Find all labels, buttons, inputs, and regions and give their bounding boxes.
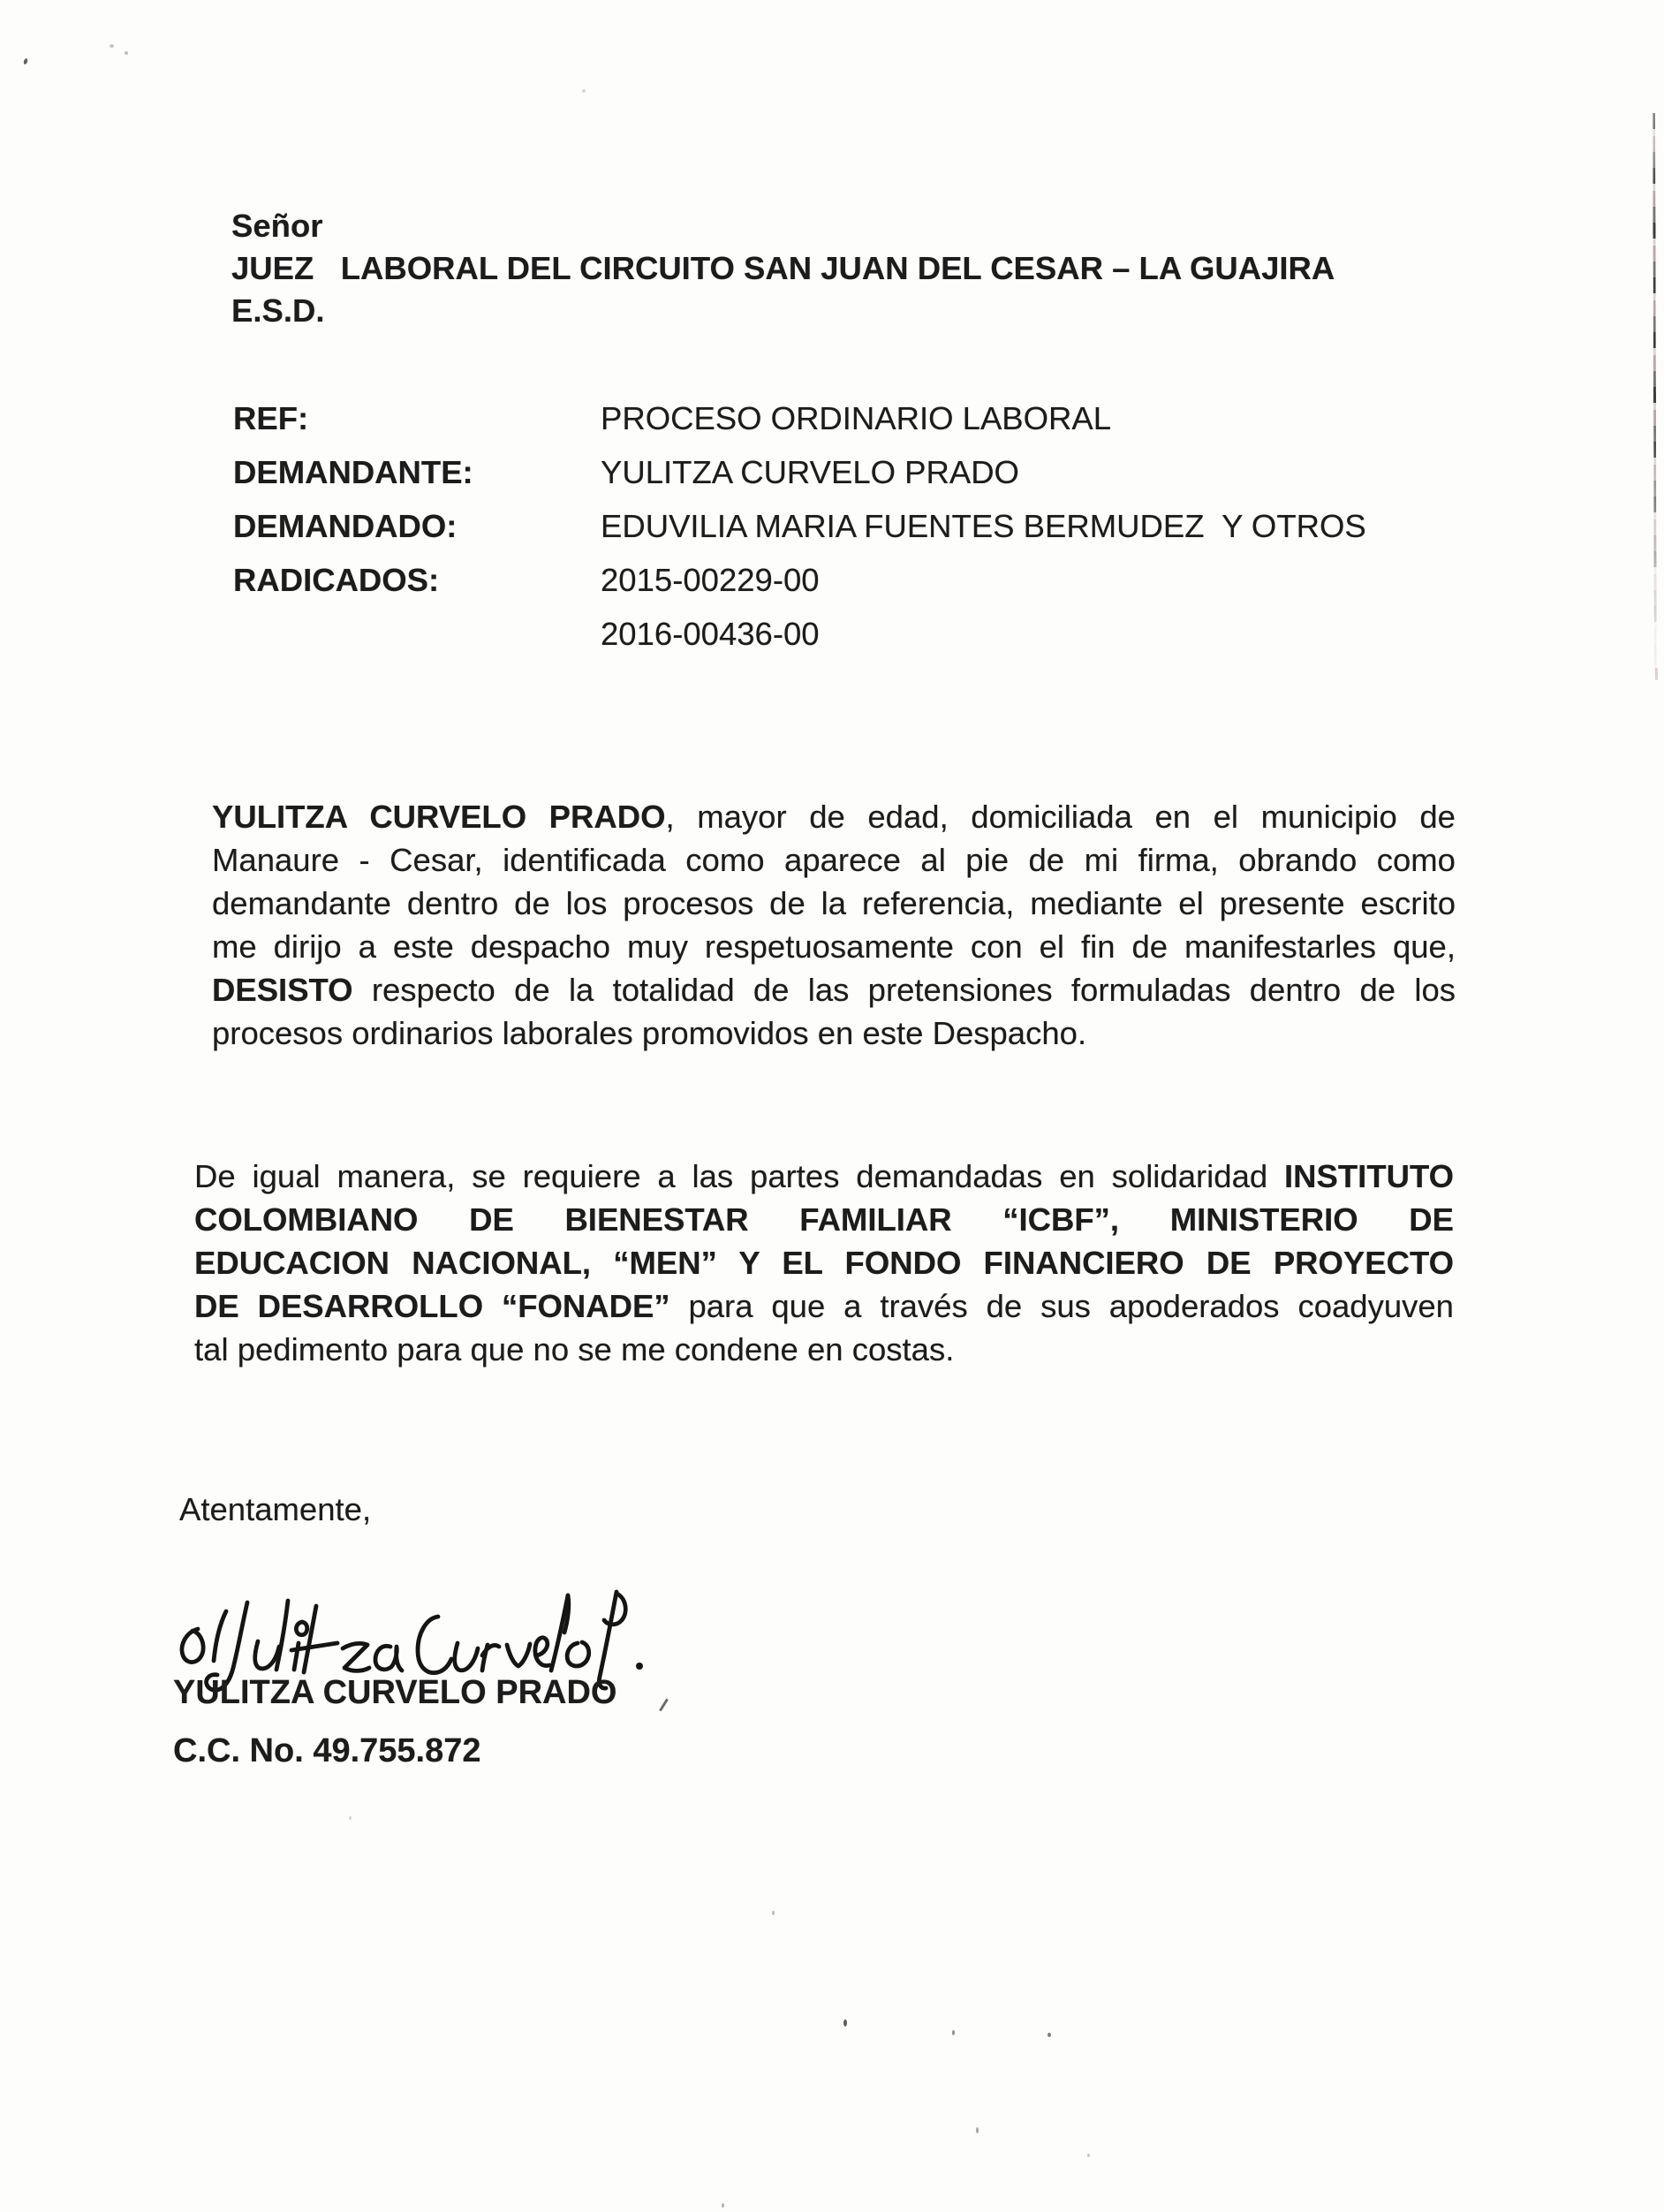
paragraph-line <box>194 1328 1454 1371</box>
reference-value: EDUVILIA MARIA FUENTES BERMUDEZ Y OTROS <box>601 508 1366 544</box>
paragraph-line <box>212 882 1456 925</box>
header-line: Señor <box>231 208 323 244</box>
header-line: E.S.D. <box>231 292 325 329</box>
reference-value: 2016-00436-00 <box>601 616 820 652</box>
reference-label: DEMANDANTE: <box>233 454 473 490</box>
scan-speck <box>582 89 586 93</box>
text-segment: para que a través de sus apoderados coadyuven <box>669 1288 1454 1324</box>
scan-artifact-line-tail <box>1655 668 1658 680</box>
paragraph-line <box>212 1011 1456 1055</box>
paragraph-line <box>212 838 1456 882</box>
reference-row <box>0 553 1664 607</box>
text-segment: De igual manera, se requiere a las partes demandadas en solidaridad <box>194 1158 1285 1194</box>
paragraph-solidaridad <box>194 1155 1454 1371</box>
header-line: JUEZ LABORAL DEL CIRCUITO SAN JUAN DEL CESAR – LA GUAJIRA <box>231 250 1335 286</box>
bold-text-segment: YULITZA CURVELO PRADO <box>212 799 666 835</box>
text-segment: me dirijo a este despacho muy respetuosamente con el fin de manifestarles que, <box>212 928 1456 965</box>
text-segment: , mayor de edad, domiciliada en el municipio de <box>665 799 1456 835</box>
scan-speck <box>1087 2154 1090 2157</box>
scan-speck <box>952 2030 955 2035</box>
pen-tick-mark <box>659 1698 669 1711</box>
text-segment: procesos ordinarios laborales promovidos en este Despacho. <box>212 1015 1087 1051</box>
reference-row <box>0 607 1664 661</box>
text-segment: demandante dentro de los procesos de la referencia, mediante el presente escrito <box>212 885 1456 921</box>
scan-speck <box>772 1911 775 1915</box>
bold-text-segment: DESISTO <box>212 972 353 1008</box>
scan-speck <box>722 2203 724 2208</box>
scan-speck <box>976 2127 979 2133</box>
addressee-header <box>231 205 1335 332</box>
paragraph-desistimiento <box>212 795 1456 1055</box>
text-segment: respecto de la totalidad de las pretensiones formuladas dentro de los <box>352 972 1456 1008</box>
reference-label: RADICADOS: <box>233 562 440 598</box>
reference-value: YULITZA CURVELO PRADO <box>601 454 1019 490</box>
paragraph-line <box>212 968 1456 1011</box>
scan-speck <box>110 44 114 48</box>
reference-label: REF: <box>233 400 309 436</box>
bold-text-segment: DE DESARROLLO “FONADE” <box>194 1288 670 1324</box>
scan-speck <box>23 58 28 65</box>
paragraph-line <box>212 795 1456 838</box>
bold-text-segment: INSTITUTO <box>1284 1158 1454 1194</box>
reference-value: PROCESO ORDINARIO LABORAL <box>601 400 1112 436</box>
paragraph-line <box>194 1198 1454 1241</box>
paragraph-line <box>194 1155 1454 1198</box>
bold-text-segment: EDUCACION NACIONAL, “MEN” Y EL FONDO FINANCIERO DE PROYECTO <box>194 1245 1454 1281</box>
signatory-name: YULITZA CURVELO PRADO <box>173 1674 617 1711</box>
paragraph-line <box>212 925 1456 968</box>
scan-speck <box>125 51 128 55</box>
scan-speck <box>843 2019 847 2026</box>
reference-label: DEMANDADO: <box>233 508 458 544</box>
reference-row <box>0 391 1664 445</box>
scan-speck <box>1048 2033 1051 2037</box>
text-segment: Manaure - Cesar, identificada como aparece al pie de mi firma, obrando como <box>212 842 1456 878</box>
scan-speck <box>349 1816 352 1820</box>
paragraph-line <box>194 1241 1454 1284</box>
reference-row <box>0 499 1664 553</box>
reference-row <box>0 445 1664 499</box>
bold-text-segment: COLOMBIANO DE BIENESTAR FAMILIAR “ICBF”, MINISTERIO DE <box>194 1201 1454 1238</box>
signatory-id-number: C.C. No. 49.755.872 <box>173 1732 481 1769</box>
paragraph-line <box>194 1284 1454 1328</box>
text-segment: tal pedimento para que no se me condene en costas. <box>194 1331 955 1367</box>
reference-value: 2015-00229-00 <box>601 562 820 598</box>
closing-salutation: Atentamente, <box>179 1491 372 1527</box>
